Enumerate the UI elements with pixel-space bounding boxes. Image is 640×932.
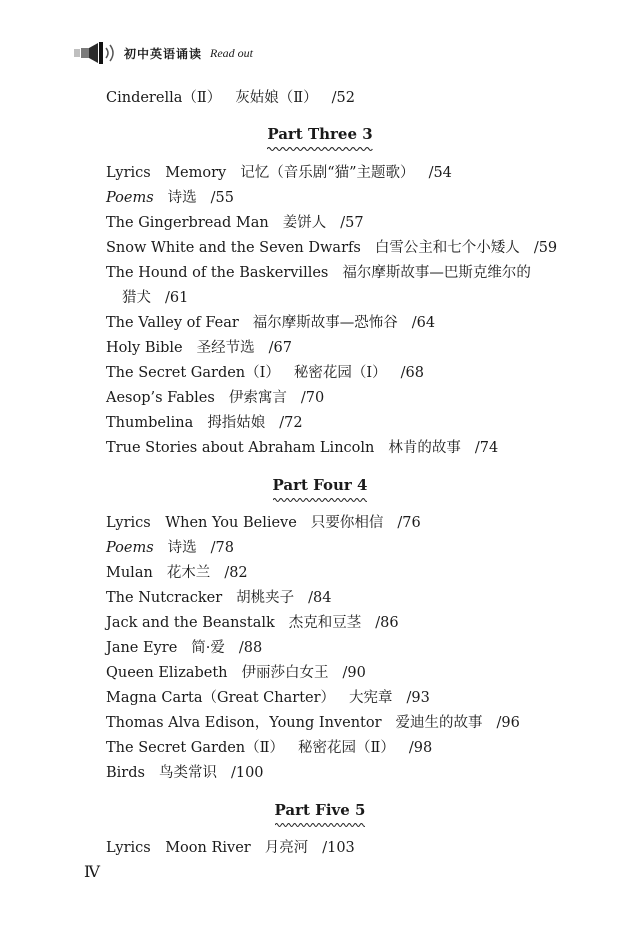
toc-entry[interactable] xyxy=(106,313,435,333)
toc-entry[interactable] xyxy=(106,588,332,608)
toc-entry[interactable] xyxy=(106,563,248,583)
entry-page-number: /61 xyxy=(165,290,189,306)
entry-page-number: /57 xyxy=(340,215,364,231)
toc-entry[interactable] xyxy=(106,338,292,358)
entry-title-zh: 福尔摩斯故事—巴斯克维尔的 xyxy=(342,265,531,281)
entry-page-number: /67 xyxy=(268,340,292,356)
entry-title-en: Poems xyxy=(106,540,154,556)
toc-entry[interactable] xyxy=(106,163,452,183)
entry-title-zh: 伊丽莎白女王 xyxy=(241,665,329,681)
toc-entry[interactable] xyxy=(106,713,520,733)
entry-page-number: /70 xyxy=(300,390,325,406)
toc-entry[interactable] xyxy=(106,838,355,858)
part-heading xyxy=(0,124,640,146)
entry-page-number: /52 xyxy=(331,90,355,106)
entry-title-en: Cinderella（Ⅱ） xyxy=(106,90,222,106)
entry-title-zh: 杰克和豆茎 xyxy=(288,615,362,631)
entry-title-zh: 鸟类常识 xyxy=(158,765,217,781)
entry-title-en: The Hound of the Baskervilles xyxy=(106,265,329,281)
entry-title-zh: 大宪章 xyxy=(349,690,393,706)
entry-page-number: /76 xyxy=(397,515,421,531)
entry-title-en: Snow White and the Seven Dwarfs xyxy=(106,240,361,256)
toc-entry[interactable] xyxy=(106,738,432,758)
entry-page-number: /82 xyxy=(224,565,248,581)
speaker-icon xyxy=(72,40,120,66)
entry-title-en: Lyrics When You Believe xyxy=(106,515,297,531)
entry-page-number: /88 xyxy=(238,640,263,656)
entry-title-zh: 福尔摩斯故事—恐怖谷 xyxy=(252,315,398,331)
entry-title-zh: 猎犬 xyxy=(122,290,151,306)
entry-title-en: The Gingerbread Man xyxy=(106,215,269,231)
toc-entry[interactable] xyxy=(106,88,355,108)
entry-title-zh: 爱迪生的故事 xyxy=(395,715,483,731)
toc-entry[interactable] xyxy=(106,213,364,233)
toc-entry[interactable] xyxy=(106,363,424,383)
wavy-underline xyxy=(275,822,366,828)
toc-entry[interactable] xyxy=(106,388,324,408)
entry-page-number: /93 xyxy=(406,690,430,706)
entry-title-en: Jack and the Beanstalk xyxy=(106,615,275,631)
entry-title-zh: 拇指姑娘 xyxy=(207,415,266,431)
page-number: Ⅳ xyxy=(84,862,100,881)
entry-title-zh: 林肯的故事 xyxy=(388,440,461,456)
entry-title-en: The Nutcracker xyxy=(106,590,223,606)
entry-title-en: Queen Elizabeth xyxy=(106,665,228,681)
entry-page-number: /59 xyxy=(533,240,558,256)
entry-page-number: /96 xyxy=(496,715,520,731)
entry-title-en: Aesop’s Fables xyxy=(106,390,215,406)
entry-page-number: /68 xyxy=(400,365,424,381)
entry-title-zh: 秘密花园（Ⅰ） xyxy=(293,365,387,381)
part-heading-text: Part Three 3 xyxy=(267,124,372,146)
toc-entry[interactable] xyxy=(106,438,498,458)
entry-page-number: /72 xyxy=(279,415,303,431)
entry-page-number: /100 xyxy=(230,765,264,781)
entry-title-en: True Stories about Abraham Lincoln xyxy=(106,440,375,456)
entry-title-en: The Valley of Fear xyxy=(106,315,239,331)
entry-page-number: /78 xyxy=(210,540,235,556)
header-title-en: Read out xyxy=(210,45,254,60)
entry-title-zh: 诗选 xyxy=(167,540,197,556)
entry-title-zh: 圣经节选 xyxy=(196,340,255,356)
wavy-underline xyxy=(273,497,368,503)
toc-entry[interactable] xyxy=(106,513,421,533)
entry-title-zh: 简·爱 xyxy=(191,640,225,656)
entry-page-number: /54 xyxy=(428,165,452,181)
entry-title-en: Jane Eyre xyxy=(106,640,178,656)
toc-entry[interactable] xyxy=(106,613,399,633)
entry-page-number: /64 xyxy=(411,315,436,331)
entry-title-en: Magna Carta（Great Charter） xyxy=(106,690,336,706)
entry-title-zh: 白雪公主和七个小矮人 xyxy=(374,240,520,256)
running-header xyxy=(72,40,253,66)
entry-page-number: /55 xyxy=(210,190,235,206)
toc-entry[interactable] xyxy=(106,263,531,283)
entry-title-en: Thumbelina xyxy=(106,415,194,431)
entry-page-number: /103 xyxy=(322,840,355,856)
part-heading xyxy=(0,475,640,497)
entry-title-zh: 只要你相信 xyxy=(310,515,384,531)
entry-title-zh: 月亮河 xyxy=(264,840,309,856)
entry-title-en: The Secret Garden（Ⅰ） xyxy=(106,365,280,381)
toc-entry[interactable] xyxy=(106,663,366,683)
entry-title-zh: 姜饼人 xyxy=(282,215,327,231)
entry-title-zh: 秘密花园（Ⅱ） xyxy=(298,740,395,756)
entry-title-zh: 灰姑娘（Ⅱ） xyxy=(235,90,318,106)
entry-title-en: Birds xyxy=(106,765,145,781)
entry-title-zh: 诗选 xyxy=(167,190,197,206)
entry-page-number: /74 xyxy=(474,440,499,456)
entry-page-number: /86 xyxy=(375,615,399,631)
entry-page-number: /98 xyxy=(408,740,433,756)
entry-title-zh: 花木兰 xyxy=(166,565,211,581)
toc-entry[interactable] xyxy=(106,238,557,258)
toc-entry[interactable] xyxy=(106,763,264,783)
entry-title-zh: 胡桃夹子 xyxy=(236,590,295,606)
toc-entry[interactable] xyxy=(106,188,234,208)
toc-entry[interactable] xyxy=(106,413,303,433)
header-title-zh: 初中英语诵读 xyxy=(124,46,203,61)
entry-title-zh: 记忆（音乐剧“猫”主题歌） xyxy=(240,165,415,181)
entry-title-en: Holy Bible xyxy=(106,340,183,356)
part-heading-text: Part Four 4 xyxy=(273,475,368,497)
entry-title-en: Lyrics Memory xyxy=(106,165,227,181)
entry-title-en: Poems xyxy=(106,190,154,206)
entry-title-zh: 伊索寓言 xyxy=(228,390,287,406)
entry-title-en: The Secret Garden（Ⅱ） xyxy=(106,740,285,756)
toc-entry[interactable] xyxy=(106,638,262,658)
part-heading-text: Part Five 5 xyxy=(275,800,366,822)
part-heading xyxy=(0,800,640,822)
toc-entry[interactable] xyxy=(106,688,430,708)
entry-page-number: /84 xyxy=(308,590,332,606)
entry-page-number: /90 xyxy=(342,665,366,681)
toc-entry[interactable] xyxy=(122,288,188,308)
toc-entry[interactable] xyxy=(106,538,234,558)
wavy-underline xyxy=(267,146,372,152)
entry-title-en: Lyrics Moon River xyxy=(106,840,251,856)
entry-title-en: Mulan xyxy=(106,565,153,581)
entry-title-en: Thomas Alva Edison，Young Inventor xyxy=(106,715,382,731)
